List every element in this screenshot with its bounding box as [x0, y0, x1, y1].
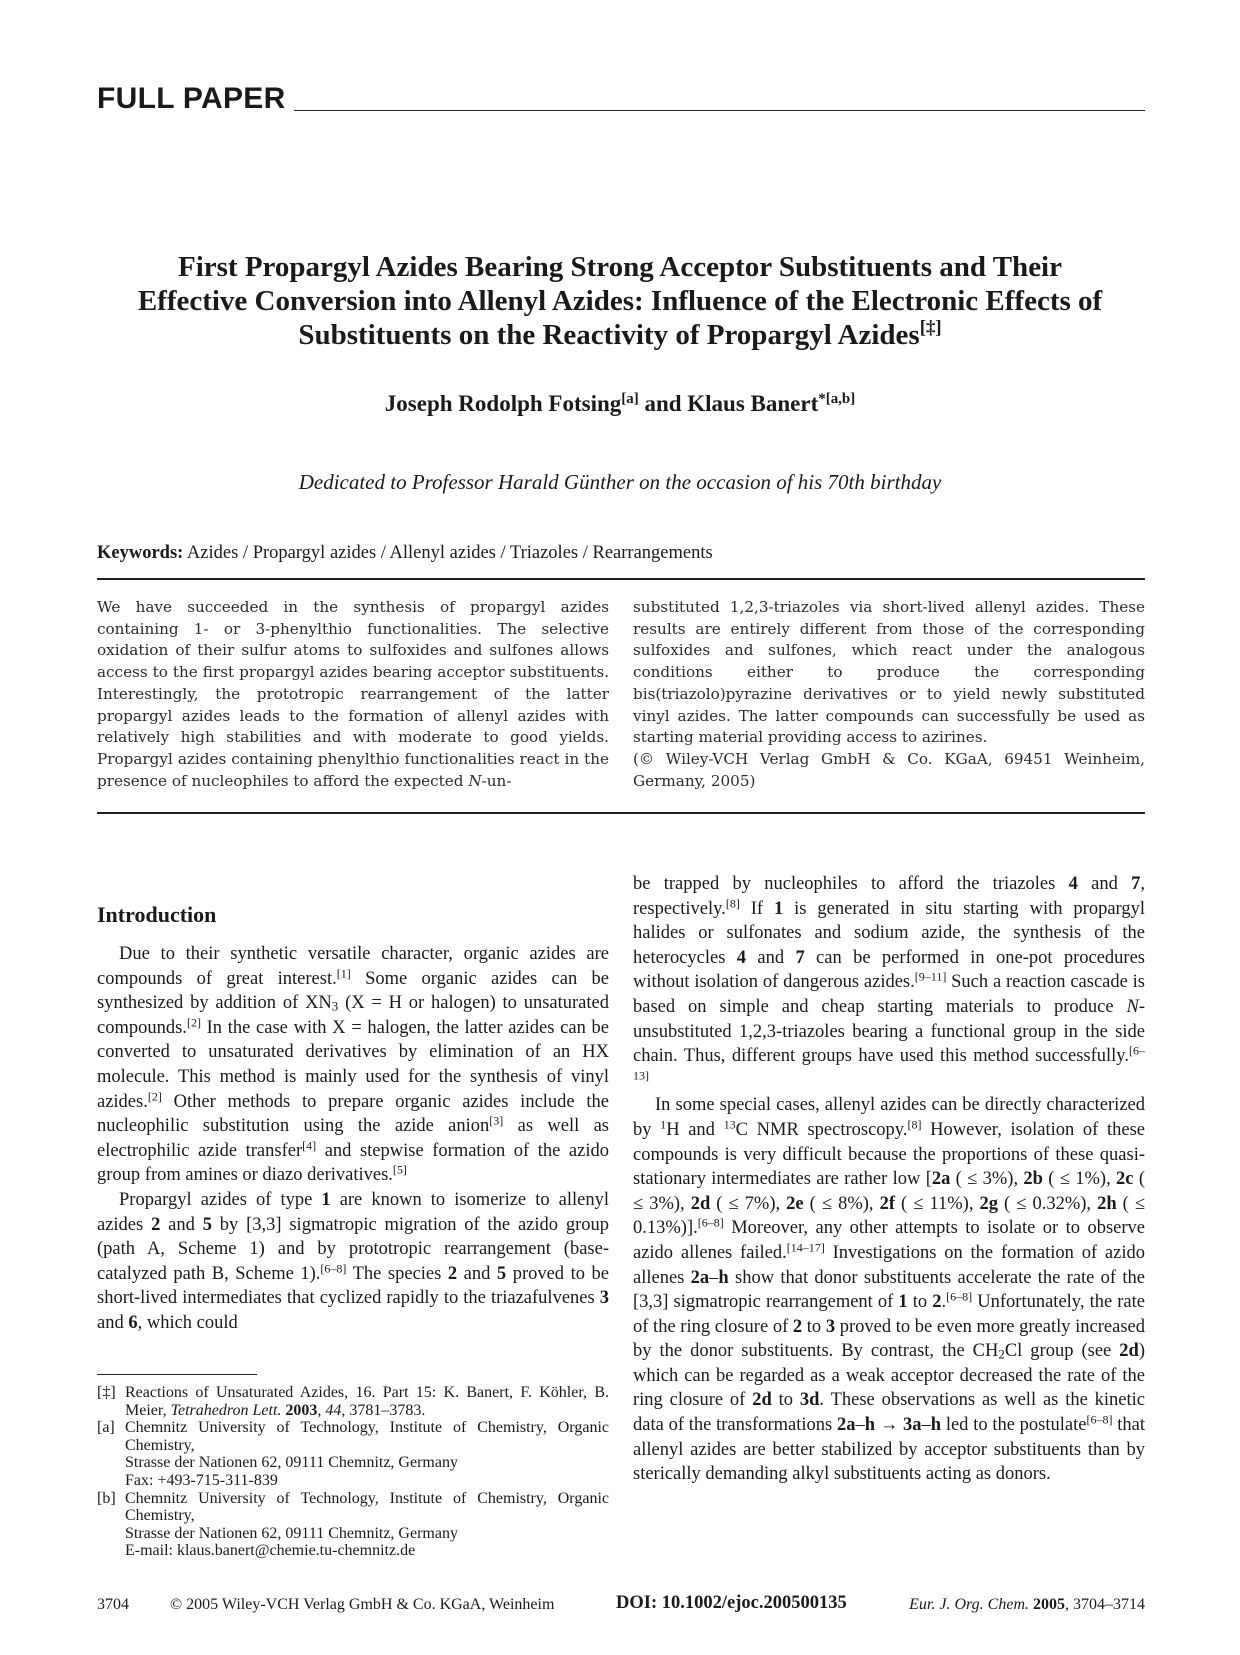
citation: [6–8]: [697, 1215, 724, 1230]
footnotes: [97, 1384, 609, 1560]
author-2-affiliation: *[a,b]: [818, 390, 856, 407]
dedication: Dedicated to Professor Harald Günther on the occasion of his 70th birthday: [298, 470, 942, 494]
citation: [4]: [302, 1138, 317, 1153]
author-1: Joseph Rodolph Fotsing: [384, 391, 622, 416]
citation: [2]: [147, 1088, 162, 1103]
author-1-affiliation: [a]: [621, 390, 639, 407]
citation: [6–13]: [633, 1043, 1145, 1083]
footnote-mark: [b]: [97, 1489, 116, 1507]
footnote-rule: [97, 1374, 257, 1375]
citation: [9–11]: [914, 969, 947, 984]
keywords-text: Azides / Propargyl azides / Allenyl azides / Triazoles / Rearrangements: [183, 543, 713, 563]
doi-link[interactable]: DOI: 10.1002/ejoc.200500135: [616, 1593, 847, 1613]
header-rule: [294, 110, 1145, 111]
title-line-3: [80, 318, 1160, 352]
citation: [5]: [392, 1162, 407, 1177]
citation: [8]: [725, 895, 740, 910]
article-title: [80, 250, 1160, 352]
author-2: Klaus Banert: [687, 391, 819, 416]
intro-paragraph-3: be trapped by nucleophiles to afford the triazoles 4 and 7, respectively.[8] If 1 is generated in situ starting with propargyl halides or sulfonates and sodium azide, the synthesis of the heterocycles 4 and 7 can be performed in one-pot procedures without isolation of dangerous azides.[9–11] Such a reaction cascade is based on simple and cheap starting materials to produce N-unsubstituted 1,2,3-triazoles bearing a functional group in the side chain. Thus, different groups have used this method successfully.[6–13]: [633, 874, 1146, 1083]
citation: [8]: [907, 1117, 922, 1132]
footnote-mark: [‡]: [97, 1384, 116, 1401]
intro-paragraph-2: Propargyl azides of type 1 are known to isomerize to allenyl azides 2 and 5 by [3,3] sigmatropic migration of the azido group (path A, Scheme 1) and by prototropic rearrangement (base-catalyzed path B, Scheme 1).[6–8] The species 2 and 5 proved to be short-lived intermediates that cyclized rapidly to the triazafulvenes 3 and 6, which could: [97, 1189, 609, 1333]
footnote-dagger: [‡] Reactions of Unsaturated Azides, 16. Part 15: K. Banert, F. Köhler, B. Meier, Tetrahedron Lett. 2003, 44, 3781–3783.: [97, 1384, 609, 1419]
footer-copyright: © 2005 Wiley-VCH Verlag GmbH & Co. KGaA, Weinheim: [170, 1596, 555, 1613]
title-line-1: First Propargyl Azides Bearing Strong Acceptor Substituents and Their: [177, 251, 1062, 283]
keywords-label: Keywords:: [97, 543, 184, 563]
citation: [3]: [489, 1113, 504, 1128]
introduction-heading: Introduction: [97, 902, 217, 927]
citation: [1]: [336, 965, 351, 980]
abstract-left-column: [97, 597, 609, 792]
abstract-copyright: (© Wiley-VCH Verlag GmbH & Co. KGaA, 69451 Weinheim, Germany, 2005): [633, 749, 1145, 790]
abstract-text-2: -un-: [481, 771, 512, 790]
abstract-italic: N: [468, 771, 482, 790]
author-conjunction: and: [638, 391, 688, 416]
citation: [14–17]: [786, 1240, 825, 1255]
title-line-3-text: Substituents on the Reactivity of Propargyl Azides: [298, 319, 920, 351]
body-left-column: [97, 942, 609, 1336]
footnote-mark: [a]: [97, 1419, 115, 1437]
page-number: 3704: [97, 1596, 129, 1613]
abstract-right-column: [633, 597, 1145, 792]
footnote-affiliation-b: [b] Chemnitz University of Technology, Institute of Chemistry, Organic Chemistry, Strasse der Nationen 62, 09111 Chemnitz, Germany E-mail: klaus.banert@chemie.tu-chemnitz.de: [97, 1489, 609, 1560]
abstract-text-3: substituted 1,2,3-triazoles via short-lived allenyl azides. These results are entirely different from those of the corresponding sulfoxides and sulfones, which react under the analogous conditions either to produce the corresponding bis(triazolo)pyrazine derivatives or to yield newly substituted vinyl azides. The latter compounds can successfully be used as starting material providing access to azirines.: [633, 598, 1145, 747]
keywords: [97, 543, 713, 564]
abstract-text-1: We have succeeded in the synthesis of propargyl azides containing 1- or 3-phenylthio functionalities. The selective oxidation of their sulfur atoms to sulfoxides and sulfones allows access to the first propargyl azides bearing acceptor substituents. Interestingly, the prototropic rearrangement of the latter propargyl azides leads to the formation of allenyl azides with relatively high stabilities and with moderate to good yields. Propargyl azides containing phenylthio functionalities react in the presence of nucleophiles to afford the expected: [97, 598, 609, 790]
abstract-bottom-rule: [97, 812, 1145, 814]
footnote-affiliation-a: [a] Chemnitz University of Technology, Institute of Chemistry, Organic Chemistry, Strasse der Nationen 62, 09111 Chemnitz, Germany Fax: +493-715-311-839: [97, 1419, 609, 1489]
citation: [6–8]: [320, 1261, 347, 1276]
citation: [2]: [186, 1015, 201, 1030]
citation: [6–8]: [946, 1289, 973, 1304]
intro-paragraph-4: In some special cases, allenyl azides can be directly characterized by $^1$H and $^{13}$C NMR spectroscopy.[8] However, isolation of these compounds is very difficult because the proportions of these quasi-stationary intermediates are rather low [2a ( ≤ 3%), 2b ( ≤ 1%), 2c ( ≤ 3%), 2d ( ≤ 7%), 2e ( ≤ 8%), 2f ( ≤ 11%), 2g ( ≤ 0.32%), 2h ( ≤ 0.13%)].[6–8] Moreover, any other attempts to isolate or to observe azido allenes failed.[14–17] Investigations on the formation of azido allenes 2a–h show that donor substituents accelerate the rate of the [3,3] sigmatropic rearrangement of 1 to 2.[6–8] Unfortunately, the rate of the ring closure of 2 to 3 proved to be even more greatly increased by the donor substituents. By contrast, the $CH_2Cl$ group (see 2d) which can be regarded as a weak acceptor decreased the rate of the ring closure of 2d to 3d. These observations as well as the kinetic data of the transformations 2a–h → 3a–h led to the postulate[6–8] that allenyl azides are better stabilized by acceptor substituents than by sterically demanding alkyl substituents acting as donors.: [633, 1095, 1146, 1485]
citation: [6–8]: [1086, 1412, 1113, 1427]
section-label: FULL PAPER: [97, 82, 286, 115]
title-line-2: Effective Conversion into Allenyl Azides: Influence of the Electronic Effects of: [137, 285, 1103, 317]
author-list: [80, 391, 1160, 417]
body-right-column: [633, 872, 1145, 1487]
title-footnote-mark: [‡]: [919, 317, 942, 339]
abstract-top-rule: [97, 578, 1145, 580]
intro-paragraph-1: Due to their synthetic versatile character, organic azides are compounds of great interest.[1] Some organic azides can be synthesized by addition of $XN_3$ (X = H or halogen) to unsaturated compounds.[2] In the case with X = halogen, the latter azides can be converted to unsaturated derivatives by elimination of an HX molecule. This method is mainly used for the synthesis of vinyl azides.[2] Other methods to prepare organic azides include the nucleophilic substitution using the azide anion[3] as well as electrophilic azide transfer[4] and stepwise formation of the azido group from amines or diazo derivatives.[5]: [97, 944, 609, 1186]
author-email-link[interactable]: E-mail: klaus.banert@chemie.tu-chemnitz.de: [125, 1542, 416, 1560]
journal-citation: Eur. J. Org. Chem. 2005, 3704–3714: [909, 1596, 1145, 1613]
